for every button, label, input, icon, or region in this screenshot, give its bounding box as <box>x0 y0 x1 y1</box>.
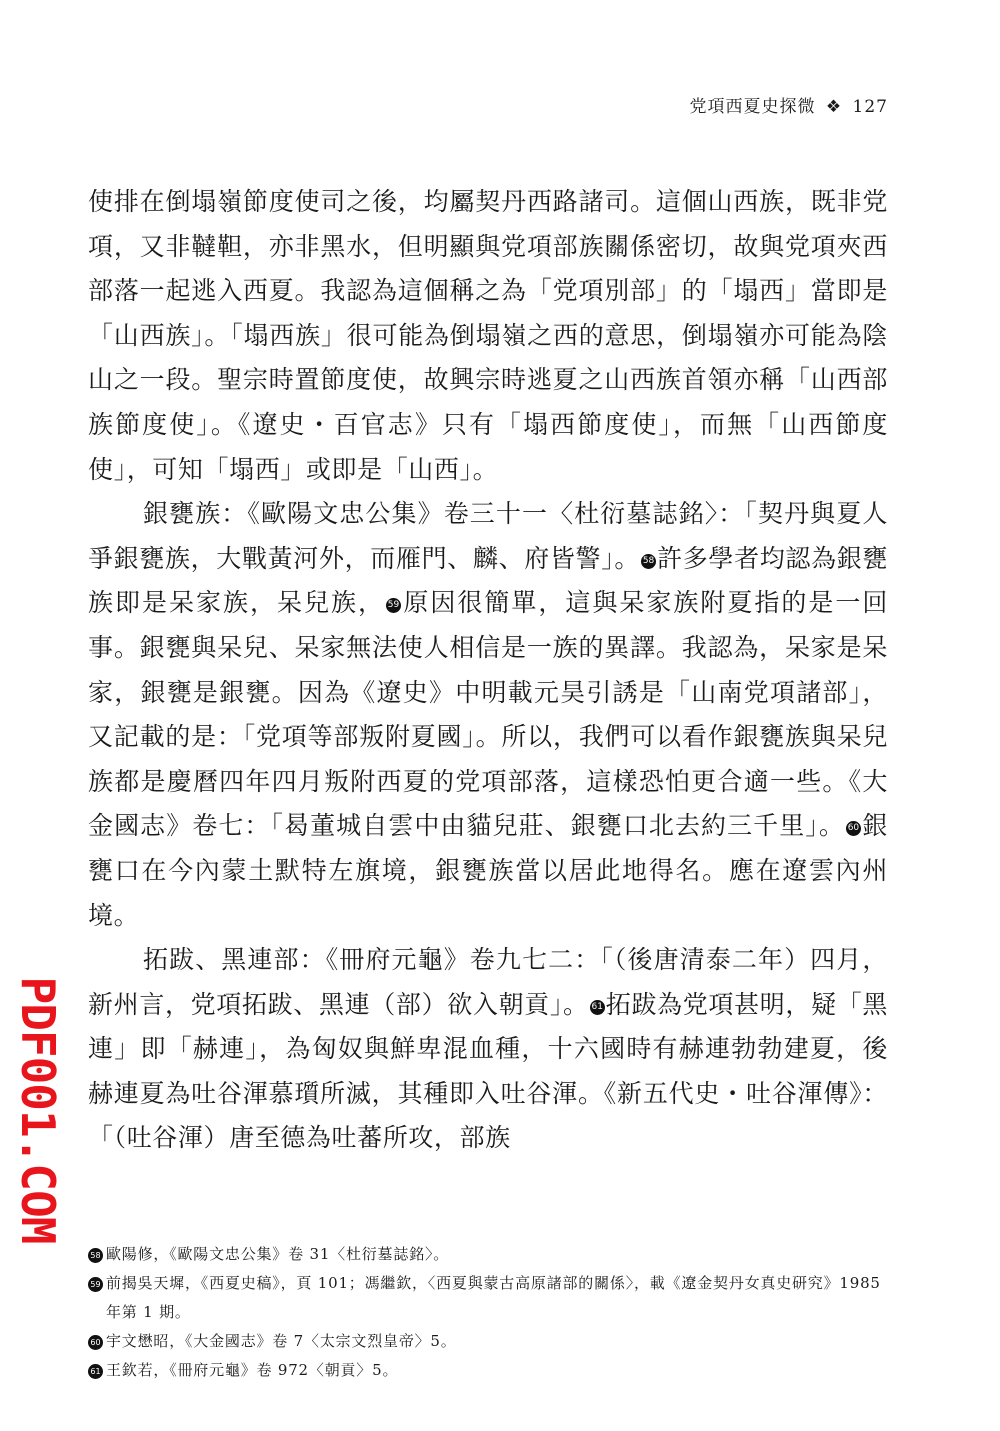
body-paragraph <box>88 180 888 492</box>
running-title: 党項西夏史探微 <box>689 97 816 117</box>
footnote-ref-59[interactable]: 59 <box>386 598 401 613</box>
paragraph-text: 拓跋為党項甚明，疑「黑連」即「赫連」，為匈奴與鮮卑混血種，十六國時有赫連勃勃建夏，後赫連夏為吐谷渾慕瓆所滅，其種即入吐谷渾。《新五代史・吐谷渾傳》：「（吐谷渾）唐至德為吐蕃所攻，部族 <box>88 989 888 1153</box>
footnote-number: 60 <box>88 1335 103 1350</box>
running-header <box>689 92 888 117</box>
footnote-ref-61[interactable]: 61 <box>590 1000 605 1015</box>
watermark-text: PDF001.COM <box>11 976 65 1244</box>
page-number: 127 <box>852 97 888 117</box>
footnote-item <box>88 1240 898 1269</box>
footnote-ref-60[interactable]: 60 <box>846 821 861 836</box>
paragraph-text: 許多學者均認為銀甕族即是呆家族，呆兒族， <box>88 543 888 618</box>
watermark <box>11 976 65 1244</box>
paragraph-text: 銀甕族：《歐陽文忠公集》卷三十一〈杜衍墓誌銘〉：「契丹與夏人爭銀甕族，大戰黃河外，而雁門、麟、府皆警」。 <box>88 499 888 573</box>
diamond-ornament-icon: ❖ <box>825 97 843 117</box>
footnote-number: 58 <box>88 1248 103 1263</box>
footnote-item <box>88 1327 898 1356</box>
footnotes <box>88 1240 898 1385</box>
footnote-text: 前揭吳天墀，《西夏史稿》，頁 101；馮繼欽，〈西夏與蒙古高原諸部的關係〉，載《遼金契丹女真史研究》1985 年第 1 期。 <box>106 1274 881 1321</box>
footnote-item <box>88 1269 898 1327</box>
footnote-text: 宇文懋昭，《大金國志》卷 7〈太宗文烈皇帝〉5。 <box>106 1332 457 1350</box>
paragraph-text: 拓跋、黑連部：《冊府元龜》卷九七二：「（後唐清泰二年）四月，新州言，党項拓跋、黑連（部）欲入朝貢」。 <box>88 945 888 1019</box>
footnote-number: 61 <box>88 1364 103 1379</box>
paragraph-text: 銀甕口在今內蒙土默特左旗境，銀甕族當以居此地得名。應在遼雲內州境。 <box>88 811 888 930</box>
paragraph-text: 使排在倒塌嶺節度使司之後，均屬契丹西路諸司。這個山西族，既非党項，又非韃靼，亦非黑水，但明顯與党項部族關係密切，故與党項夾西部落一起逃入西夏。我認為這個稱之為「党項別部」的「塌西」當即是「山西族」。「塌西族」很可能為倒塌嶺之西的意思，倒塌嶺亦可能為陰山之一段。聖宗時置節度使，故興宗時逃夏之山西族首領亦稱「山西部族節度使」。《遼史・百官志》只有「塌西節度使」，而無「山西節度使」，可知「塌西」或即是「山西」。 <box>88 187 888 484</box>
body-paragraph <box>88 492 888 938</box>
footnote-ref-58[interactable]: 58 <box>641 554 656 569</box>
body-text <box>88 180 888 1161</box>
footnote-number: 59 <box>88 1277 103 1292</box>
footnote-text: 歐陽修，《歐陽文忠公集》卷 31〈杜衍墓誌銘〉。 <box>106 1245 450 1263</box>
paragraph-text: 原因很簡單，這與呆家族附夏指的是一回事。銀甕與呆兒、呆家無法使人相信是一族的異譯。我認為，呆家是呆家，銀甕是銀甕。因為《遼史》中明載元昊引誘是「山南党項諸部」，又記載的是：「党項等部叛附夏國」。所以，我們可以看作銀甕族與呆兒族都是慶曆四年四月叛附西夏的党項部落，這樣恐怕更合適一些。《大金國志》卷七：「曷董城自雲中由貓兒莊、銀甕口北去約三千里」。 <box>88 588 888 841</box>
footnote-text: 王欽若，《冊府元龜》卷 972〈朝貢〉5。 <box>106 1361 399 1379</box>
footnote-item <box>88 1356 898 1385</box>
body-paragraph <box>88 938 888 1161</box>
